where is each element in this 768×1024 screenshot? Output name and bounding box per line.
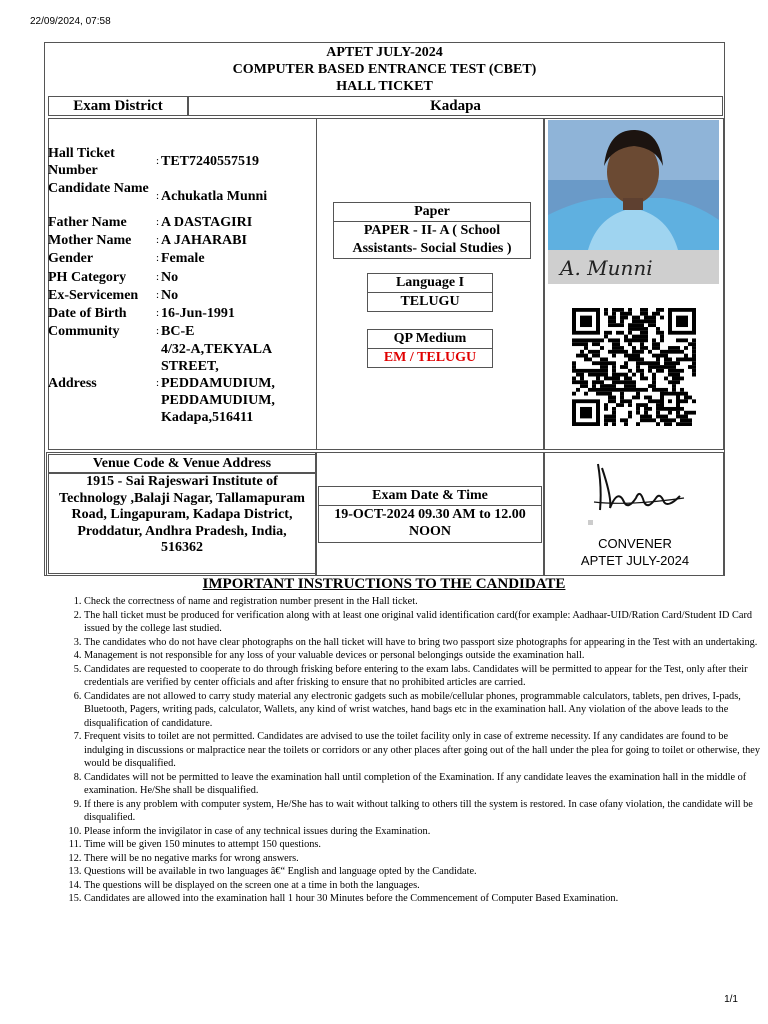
colon: : (156, 325, 160, 337)
instruction-item: 9. If there is any problem with computer system, He/She has to wait without talking to others till the system is restored. In case ofany violation, the candidate will be disqualified. (84, 798, 760, 825)
colon: : (156, 216, 160, 228)
venue-label: Venue Code & Venue Address (48, 454, 316, 473)
ticket-header (44, 42, 725, 96)
value-candidate-name: Achukatla Munni (161, 189, 268, 204)
instruction-item: 8. Candidates will not be permitted to leave the examination hall until completion of the Examination. If any candidate leaves the examination hall in the middle of examination. He/She shall be disqualified. (84, 771, 760, 798)
label-gender: Gender (48, 251, 94, 266)
label-hall-ticket: Hall Ticket Number (48, 146, 115, 178)
label-ex-servicemen: Ex-Servicemen (48, 288, 139, 303)
colon: : (156, 289, 160, 301)
value-ex-servicemen: No (161, 288, 179, 303)
paper-label: Paper (333, 202, 531, 222)
instruction-item: 4. Management is not responsible for any loss of your valuable devices or personal belongings outside the examination hall. (84, 649, 760, 663)
page-count: 1/1 (724, 994, 738, 1005)
instruction-item: 7. Frequent visits to toilet are not permitted. Candidates are advised to use the toilet facility only in case of extreme necessity. If any candidates are found to be indulging in discussions or malpractice near the toilets or corridors or any other places after going out of the hall under the plea for going to toilet or otherwise, they would be disqualified. (84, 730, 760, 771)
colon: : (156, 307, 160, 319)
value-hall-ticket: TET7240557519 (161, 154, 260, 169)
instruction-item: 2. The hall ticket must be produced for verification along with at least one original valid identification card(for example: Aadhaar-UID/Ration Card/Student ID Card issued by the college last studied. (84, 609, 760, 636)
exam-subtitle: COMPUTER BASED ENTRANCE TEST (CBET) (232, 62, 537, 77)
venue-value: 1915 - Sai Rajeswari Institute of Technology ,Balaji Nagar, Tallamapuram Road, Lingapuram, Kadapa District, Proddatur, Andhra Pradesh, India, 516362 (48, 473, 316, 574)
colon: : (156, 234, 160, 246)
convener-line1: CONVENER (598, 536, 672, 551)
instruction-item: 13. Questions will be available in two languages â€“ English and language opted by the Candidate. (84, 865, 760, 879)
value-date-of-birth: 16-Jun-1991 (161, 306, 235, 321)
instruction-item: 14. The questions will be displayed on the screen one at a time in both the languages. (84, 879, 760, 893)
instruction-item: 6. Candidates are not allowed to carry study material any electronic gadgets such as mobile/cellular phones, programmable calculators, tablets, pen drives, I-pads, Bluetooth, Pagers, writing pads, calculator, Wallets, any kind of wrist watches, hand bags etc in the examination hall. Any violation of the above leads to the disqualification of candidature. (84, 690, 760, 731)
instruction-item: 1. Check the correctness of name and registration number present in the Hall ticket. (84, 595, 760, 609)
label-address: Address (48, 376, 97, 391)
language-value: TELUGU (367, 292, 493, 312)
colon: : (156, 190, 160, 202)
language-label: Language I (367, 273, 493, 293)
candidate-photo (548, 120, 719, 284)
colon: : (156, 155, 160, 167)
value-gender: Female (161, 251, 205, 266)
convener-signature (588, 458, 688, 528)
value-father-name: A DASTAGIRI (161, 215, 253, 230)
label-candidate-name: Candidate Name (48, 181, 149, 196)
document-title: HALL TICKET (336, 79, 433, 94)
instructions-list (64, 595, 760, 906)
district-value: Kadapa (188, 96, 723, 116)
instruction-item: 5. Candidates are requested to cooperate to do through frisking before entering to the exam labs. Candidates will be permitted to appear for the Test, only after their credentials are verified by center officials and after frisking to ensure that no prohibited articles are carried. (84, 663, 760, 690)
value-address: 4/32-A,TEKYALA STREET, PEDDAMUDIUM, PEDDAMUDIUM, Kadapa,516411 (161, 342, 275, 425)
exam-time-value: 19-OCT-2024 09.30 AM to 12.00 NOON (318, 505, 542, 543)
value-ph-category: No (161, 270, 179, 285)
convener-title (560, 535, 710, 569)
value-community: BC-E (161, 324, 195, 339)
instruction-item: 11. Time will be given 150 minutes to attempt 150 questions. (84, 838, 760, 852)
qr-code (572, 308, 696, 426)
label-father-name: Father Name (48, 215, 127, 230)
qp-medium-label: QP Medium (367, 329, 493, 349)
label-mother-name: Mother Name (48, 233, 132, 248)
instructions-title: IMPORTANT INSTRUCTIONS TO THE CANDIDATE (202, 576, 566, 592)
colon: : (156, 377, 160, 389)
paper-value: PAPER - II- A ( School Assistants- Social Studies ) (333, 221, 531, 259)
qp-medium-value: EM / TELUGU (367, 348, 493, 368)
exam-title: APTET JULY-2024 (326, 45, 443, 60)
print-timestamp: 22/09/2024, 07:58 (30, 16, 111, 27)
instruction-item: 12. There will be no negative marks for wrong answers. (84, 852, 760, 866)
colon: : (156, 252, 160, 264)
instruction-item: 10. Please inform the invigilator in case of any technical issues during the Examination. (84, 825, 760, 839)
colon: : (156, 271, 160, 283)
photo-signature: A. Munni (560, 256, 653, 280)
label-community: Community (48, 324, 120, 339)
instruction-item: 15. Candidates are allowed into the examination hall 1 hour 30 Minutes before the Commencement of Computer Based Examination. (84, 892, 760, 906)
label-date-of-birth: Date of Birth (48, 306, 127, 321)
value-mother-name: A JAHARABI (161, 233, 247, 248)
label-ph-category: PH Category (48, 270, 127, 285)
district-label: Exam District (48, 96, 188, 116)
instruction-item: 3. The candidates who do not have clear photographs on the hall ticket will have to bring two passport size photographs for appearing in the Test with an undertaking. (84, 636, 760, 650)
exam-time-label: Exam Date & Time (318, 486, 542, 506)
convener-line2: APTET JULY-2024 (580, 553, 690, 568)
